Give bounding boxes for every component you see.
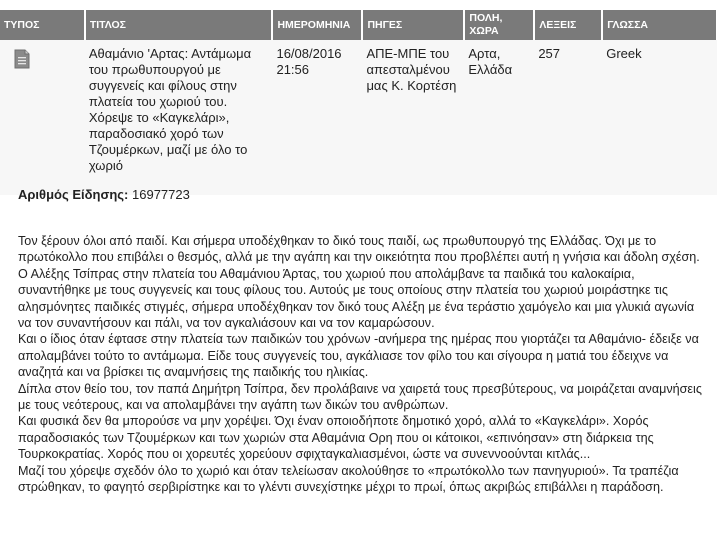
article-body	[18, 233, 703, 496]
news-id-line	[18, 187, 190, 202]
paragraph: Ο Αλέξης Τσίπρας στην πλατεία του Αθαμάνιου Άρτας, του χωριού που απολάμβανε τα παιδικά του καλοκαίρια, συναντήθηκε με τους συγγενείς και τους φίλους του. Αυτούς με τους οποίους στην πλατεία του χωριού μοιράστηκε τις αλησμόνητες παιδικές στιγμές, σήμερα υποδέχθηκαν τον δικό τους Αλέξη με ένα τεράστιο χαμόγελο και μια γλυκιά αγωνία να τον συναντήσουν και πάλι, να τον αγκαλιάσουν και να τον καμαρώσουν.	[18, 266, 695, 331]
paragraph: Και φυσικά δεν θα μπορούσε να μην χορέψει. Όχι έναν οποιοδήποτε δημοτικό χορό, αλλά το «Καγκελάρι». Χορός παραδοσιακός των Τζουμέρκων και των χωριών στα Αθαμάνια Ορη που οι κάτοικοι, «επινόησαν» στη διάρκεια της Τουρκοκρατίας. Χορός που οι χορευτές χορεύουν σφιχταγκαλιασμένοι, ώστε να συνεννοούνται κιτλάς...	[18, 414, 654, 462]
header-type[interactable]: ΤΥΠΟΣ	[0, 10, 85, 40]
table-row[interactable]	[0, 40, 717, 195]
news-id-value: 16977723	[132, 187, 190, 202]
paragraph: Και ο ίδιος όταν έφτασε στην πλατεία των παιδικών του χρόνων -ανήμερα της ημέρας που γιορτάζει τα Αθαμάνιο- έδειξε να απολαμβάνει τούτο το αντάμωμα. Είδε τους συγγενείς του, αγκάλιασε τον φίλο του και σίγουρα η ματιά του έδειχνε να αναζητά και να βρίσκει τις αναμνήσεις της παιδικής του ηλικίας.	[18, 332, 699, 380]
header-title[interactable]: ΤΙΤΛΟΣ	[85, 10, 273, 40]
paragraph: Τον ξέρουν όλοι από παιδί. Και σήμερα υποδέχθηκαν το δικό τους παιδί, ως πρωθυπουργό της Ελλάδας. Όχι με το πρωτόκολλο που επιβάλει ο θεσμός, αλλά με την αγάπη και την οικειότητα που προβλέπει αυτή η γνήσια και άδολη σχέση.	[18, 234, 700, 265]
header-words[interactable]: ΛΕΞΕΙΣ	[534, 10, 602, 40]
table-header-row	[0, 10, 717, 40]
header-date[interactable]: ΗΜΕΡΟΜΗΝΙΑ	[272, 10, 362, 40]
header-sources[interactable]: ΠΗΓΕΣ	[362, 10, 464, 40]
cell-sources: ΑΠΕ-ΜΠΕ του απεσταλμένου μας Κ. Κορτέση	[362, 40, 464, 195]
paragraph: Μαζί του χόρεψε σχεδόν όλο το χωριό και όταν τελείωσαν ακολούθησε το «πρωτόκολλο των πανηγυριού». Τα τραπέζια στρώθηκαν, το φαγητό σερβιρίστηκε και το γλέντι συνεχίστηκε μέχρι το πρωί, όπως ακριβώς επιβάλλει η παράδοση.	[18, 463, 679, 495]
cell-date: 16/08/2016 21:56	[272, 40, 362, 195]
document-icon[interactable]	[14, 49, 30, 69]
cell-words: 257	[534, 40, 602, 195]
cell-title[interactable]: Αθαμάνιο 'Αρτας: Αντάμωμα του πρωθυπουργού με συγγενείς και φίλους στην πλατεία του χωριού του. Χόρεψε το «Καγκελάρι», παραδοσιακό χορό των Τζουμέρκων, μαζί με όλο το χωριό	[85, 40, 273, 195]
cell-language: Greek	[602, 40, 717, 195]
header-place[interactable]: ΠΟΛΗ, ΧΩΡΑ	[464, 10, 534, 40]
news-table	[0, 10, 718, 195]
cell-type	[0, 40, 85, 195]
header-language[interactable]: ΓΛΩΣΣΑ	[602, 10, 717, 40]
paragraph: Δίπλα στον θείο του, τον παπά Δημήτρη Τσίπρα, δεν προλάβαινε να χαιρετά τους πρεσβύτερους, να μοιράζεται αναμνήσεις με τους νεότερους, και να απολαμβάνει την αγάπη των δικών του ανθρώπων.	[18, 381, 702, 413]
news-id-label: Αριθμός Είδησης:	[18, 187, 129, 202]
cell-place: Αρτα, Ελλάδα	[464, 40, 534, 195]
